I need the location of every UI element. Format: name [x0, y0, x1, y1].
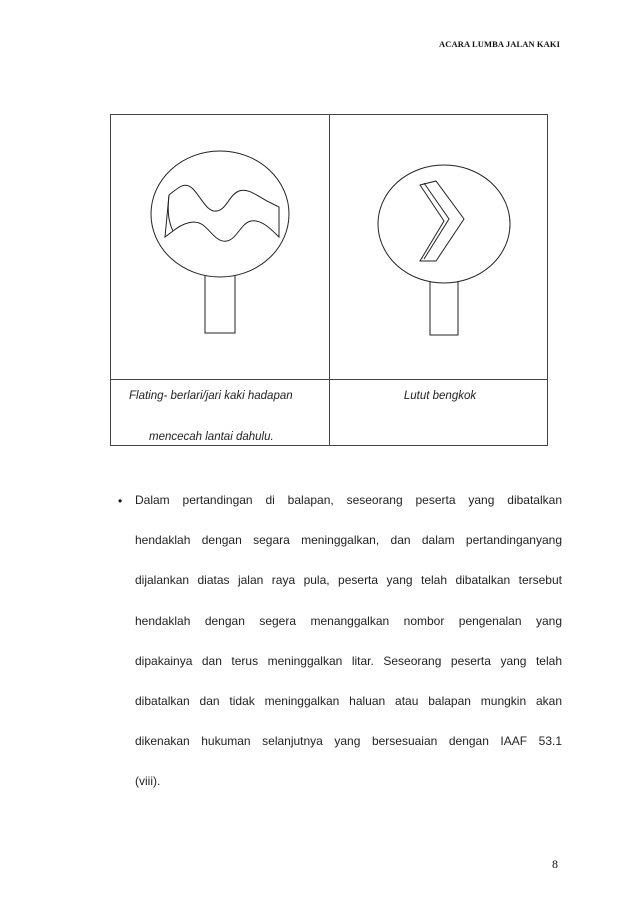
- chevron-right-icon: [330, 115, 548, 379]
- table-divider-horizontal: [111, 379, 547, 380]
- caption-flating-line2: mencecah lantai dahulu.: [149, 431, 274, 443]
- flating-sign: [111, 115, 329, 443]
- paragraph-line: dijalankan diatas jalan raya pula, peserta yang telah dibatalkan tersebut: [135, 573, 562, 588]
- sign-table: [110, 114, 548, 446]
- paragraph-line: dibatalkan dan tidak meninggalkan haluan atau balapan mungkin akan: [135, 694, 562, 709]
- paragraph-line: hendaklah dengan segera menanggalkan nombor pengenalan yang: [135, 613, 562, 628]
- paragraph-line: Dalam pertandingan di balapan, seseorang peserta yang dibatalkan: [135, 493, 562, 507]
- paragraph-text: [135, 480, 562, 802]
- page-number: 8: [552, 857, 558, 871]
- bullet-icon: •: [118, 494, 123, 508]
- caption-flating-line1: Flating- berlari/jari kaki hadapan: [129, 390, 293, 402]
- caption-lutut-bengkok: Lutut bengkok: [403, 390, 477, 402]
- paragraph-line: (viii).: [135, 774, 161, 789]
- running-header: ACARA LUMBA JALAN KAKI: [439, 39, 560, 49]
- wave-flag-icon: [111, 115, 329, 379]
- paragraph-line: dipakainya dan terus meninggalkan litar. Seseorang peserta yang telah: [135, 653, 562, 668]
- paragraph-line: dikenakan hukuman selanjutnya yang bersesuaian dengan IAAF 53.1: [135, 734, 562, 749]
- lutut-bengkok-sign: [330, 115, 548, 402]
- paragraph-line: hendaklah dengan segara meninggalkan, dan dalam pertandinganyang: [135, 533, 562, 548]
